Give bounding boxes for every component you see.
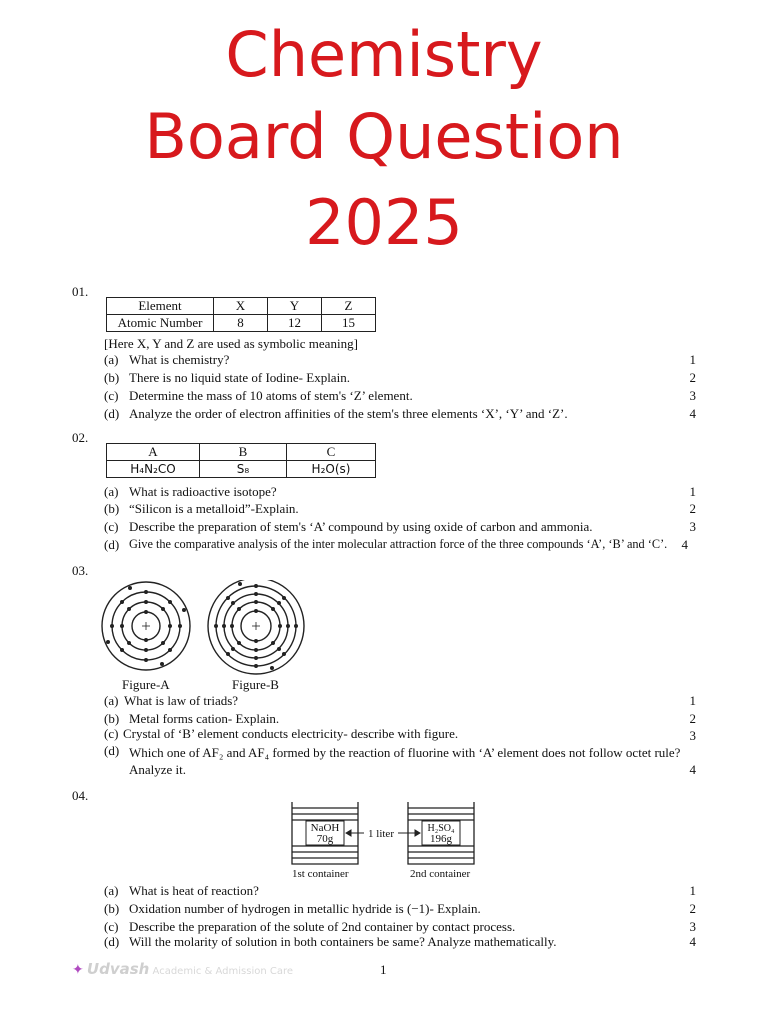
container-1-label: NaOH [310, 822, 340, 834]
q1-d-label: (d) [104, 406, 120, 421]
figure-a-atom [102, 582, 190, 670]
table-header: B [200, 444, 287, 461]
question-4-number: 04. [72, 788, 89, 803]
container-1-mass: 70g [316, 833, 334, 845]
q2-d-mark: 4 [681, 537, 688, 552]
page-number: 1 [380, 962, 387, 977]
q1-a-text: What is chemistry? [129, 352, 230, 367]
q1-a-label: (a) [104, 352, 119, 367]
q1-c-label: (c) [104, 388, 119, 403]
question-1-number: 01. [72, 284, 89, 299]
table-header: C [287, 444, 376, 461]
q2-a-mark: 1 [689, 484, 696, 499]
q3-a-mark: 1 [689, 693, 696, 708]
q2-b-label: (b) [104, 501, 120, 516]
figure-b-caption: Figure-B [232, 677, 279, 692]
q2-a-label: (a) [104, 484, 119, 499]
title-line-3: 2025 [305, 186, 463, 259]
q4-b-text: Oxidation number of hydrogen in metallic hydride is (−1)- Explain. [129, 901, 481, 916]
q3-d-text-cont: Analyze it. [129, 762, 187, 777]
q2-c-label: (c) [104, 519, 119, 534]
q4-c-mark: 3 [689, 919, 696, 934]
q2-d-text: Give the comparative analysis of the inter molecular attraction force of the three compounds ‘A’, ‘B’ and ‘C’. [129, 537, 668, 551]
q4-a-text: What is heat of reaction? [129, 883, 259, 898]
q4-b-mark: 2 [689, 901, 696, 916]
table-header: X [214, 298, 268, 315]
q1-stem-table [106, 297, 376, 332]
title-line-1: Chemistry [225, 18, 543, 91]
q2-c-mark: 3 [689, 519, 696, 534]
q4-a-label: (a) [104, 883, 119, 898]
figure-a-caption: Figure-A [122, 677, 170, 692]
q2-d-label: (d) [104, 537, 120, 552]
q3-b-label: (b) [104, 711, 120, 726]
q2-b-mark: 2 [689, 501, 696, 516]
q2-b-text: “Silicon is a metalloid”-Explain. [129, 501, 299, 516]
q1-note: [Here X, Y and Z are used as symbolic meaning] [104, 336, 358, 351]
q1-b-mark: 2 [689, 370, 696, 385]
q1-b-text: There is no liquid state of Iodine- Explain. [129, 370, 350, 385]
q1-c-mark: 3 [689, 388, 696, 403]
q3-atom-figures [100, 580, 310, 680]
udvash-logo-icon: ✦ [72, 962, 84, 978]
footer-tagline: Academic & Admission Care [152, 966, 294, 977]
q3-a-label: (a) [104, 693, 119, 708]
volume-label: 1 liter [368, 828, 394, 840]
q3-c-mark: 3 [689, 728, 696, 743]
q1-d-text: Analyze the order of electron affinities of the stem's three elements ‘X’, ‘Y’ and ‘Z’. [129, 406, 568, 421]
table-cell: H₄N₂CO [107, 461, 200, 478]
q4-d-mark: 4 [689, 934, 696, 949]
table-header: A [107, 444, 200, 461]
footer-brand: Udvash [86, 960, 150, 978]
question-2-number: 02. [72, 430, 89, 445]
q3-d-label: (d) [104, 743, 120, 758]
q3-c-label: (c) [104, 726, 119, 741]
table-cell: 12 [268, 315, 322, 332]
q3-d-text: Which one of AF₂ and AF₄ formed by the reaction of fluorine with ‘A’ element does not follow octet rule? [129, 745, 681, 760]
q4-containers-diagram [286, 800, 482, 870]
q3-d-mark: 4 [689, 762, 696, 777]
q2-c-text: Describe the preparation of stem's ‘A’ compound by using oxide of carbon and ammonia. [129, 519, 593, 534]
q3-c-text: Crystal of ‘B’ element conducts electricity- describe with figure. [123, 726, 459, 741]
table-cell: S₈ [200, 461, 287, 478]
q4-b-label: (b) [104, 901, 120, 916]
q3-b-mark: 2 [689, 711, 696, 726]
container-2-caption: 2nd container [410, 868, 471, 880]
table-cell: Atomic Number [107, 315, 214, 332]
q1-a-mark: 1 [689, 352, 696, 367]
q4-d-label: (d) [104, 934, 120, 949]
q4-a-mark: 1 [689, 883, 696, 898]
table-cell: 15 [322, 315, 376, 332]
table-header: Y [268, 298, 322, 315]
question-3-number: 03. [72, 563, 89, 578]
q4-c-label: (c) [104, 919, 119, 934]
q4-c-text: Describe the preparation of the solute of 2nd container by contact process. [129, 919, 516, 934]
table-header: Element [107, 298, 214, 315]
q4-d-text: Will the molarity of solution in both containers be same? Analyze mathematically. [129, 934, 557, 949]
container-2-label: H₂SO₄ [427, 823, 455, 834]
q1-b-label: (b) [104, 370, 120, 385]
footer-watermark [72, 960, 293, 978]
q2-a-text: What is radioactive isotope? [129, 484, 277, 499]
q2-stem-table [106, 443, 376, 478]
q3-a-text: What is law of triads? [124, 693, 239, 708]
table-cell: H₂O(s) [287, 461, 376, 478]
q1-c-text: Determine the mass of 10 atoms of stem's ‘Z’ element. [129, 388, 413, 403]
title-line-2: Board Question [144, 100, 624, 173]
table-header: Z [322, 298, 376, 315]
container-2-mass: 196g [430, 833, 452, 845]
container-1-caption: 1st container [292, 868, 349, 880]
table-cell: 8 [214, 315, 268, 332]
q3-b-text: Metal forms cation- Explain. [129, 711, 280, 726]
q1-d-mark: 4 [689, 406, 696, 421]
